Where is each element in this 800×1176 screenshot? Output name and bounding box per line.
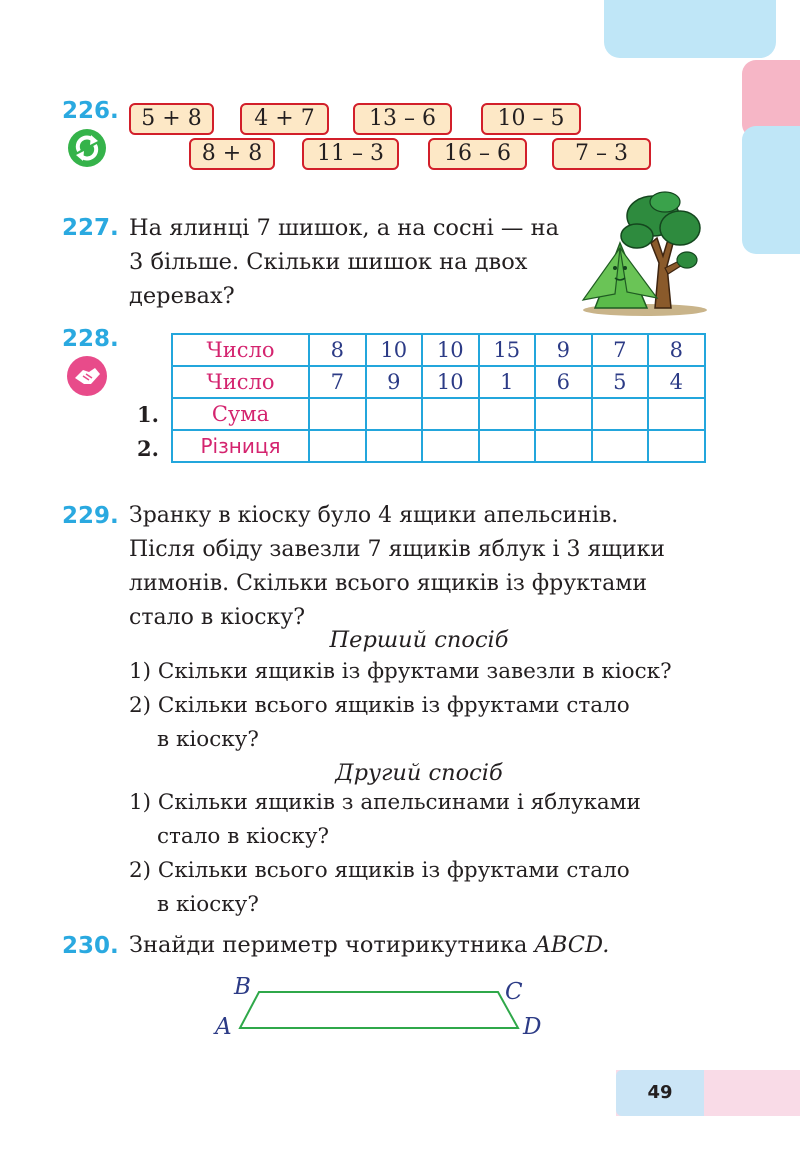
expression-box: 7 – 3 <box>552 138 651 170</box>
exercise-text-230 <box>129 928 709 962</box>
row-header: Число <box>172 334 309 366</box>
question-line: 1) Скільки ящиків з апельсинами і яблуками <box>129 790 641 815</box>
quadrilateral-shape <box>236 988 526 1033</box>
table-cell: 10 <box>366 334 423 366</box>
question-line: 1) Скільки ящиків із фруктами завезли в кіоск? <box>129 659 672 684</box>
method-1-title: Перший спосіб <box>329 627 509 653</box>
question-line: в кіоску? <box>157 892 259 917</box>
text-line: деревах? <box>129 283 235 309</box>
point-label-b: B <box>234 974 251 1000</box>
table-cell <box>592 430 649 462</box>
table-cell: 7 <box>592 334 649 366</box>
table-cell <box>422 430 479 462</box>
row-header: Сума <box>172 398 309 430</box>
method-2-questions <box>129 786 709 922</box>
method-2-title: Другий спосіб <box>335 760 503 786</box>
expression-box: 4 + 7 <box>240 103 329 135</box>
table-cell: 15 <box>479 334 536 366</box>
table-cell <box>309 398 366 430</box>
handshake-icon <box>67 356 107 396</box>
table-cell <box>309 430 366 462</box>
exercise-number-228: 228. <box>62 326 119 352</box>
table-row <box>172 334 705 366</box>
page-number: 49 <box>616 1070 704 1116</box>
table-cell <box>479 398 536 430</box>
table-row <box>172 398 705 430</box>
number-table <box>171 333 706 463</box>
question-line: 2) Скільки всього ящиків із фруктами стало <box>129 693 630 718</box>
point-label-a: A <box>215 1014 232 1040</box>
row-header: Число <box>172 366 309 398</box>
table-cell: 10 <box>422 334 479 366</box>
row-label-2: 2. <box>137 436 159 461</box>
table-cell <box>366 398 423 430</box>
text-line: Зранку в кіоску було 4 ящики апельсинів. <box>129 503 619 528</box>
exercise-number-226: 226. <box>62 98 119 124</box>
table-cell: 5 <box>592 366 649 398</box>
exercise-text-227 <box>129 211 569 313</box>
table-cell <box>535 430 592 462</box>
exercise-number-230: 230. <box>62 933 119 959</box>
question-line: в кіоску? <box>157 727 259 752</box>
table-cell <box>479 430 536 462</box>
table-cell: 8 <box>309 334 366 366</box>
text-line: 3 більше. Скільки шишок на двох <box>129 249 528 275</box>
table-cell: 1 <box>479 366 536 398</box>
table-cell <box>592 398 649 430</box>
table-cell: 6 <box>535 366 592 398</box>
trees-illustration <box>575 188 710 318</box>
expression-box: 11 – 3 <box>302 138 399 170</box>
expression-box: 5 + 8 <box>129 103 214 135</box>
expression-box: 10 – 5 <box>481 103 581 135</box>
text-line: стало в кіоску? <box>129 605 306 630</box>
point-label-d: D <box>523 1014 542 1040</box>
text-line: На ялинці 7 шишок, а на сосні — на <box>129 215 559 241</box>
exercise-number-227: 227. <box>62 215 119 241</box>
side-tab-blue <box>742 126 800 254</box>
table-cell <box>422 398 479 430</box>
table-row <box>172 366 705 398</box>
table-row <box>172 430 705 462</box>
table-cell <box>648 430 705 462</box>
exercise-number-229: 229. <box>62 503 119 529</box>
table-cell <box>535 398 592 430</box>
table-cell: 9 <box>535 334 592 366</box>
table-cell: 7 <box>309 366 366 398</box>
exercise-text-229 <box>129 499 709 635</box>
table-cell <box>366 430 423 462</box>
row-label-1: 1. <box>137 402 159 427</box>
point-label-c: C <box>505 979 523 1005</box>
recycle-icon <box>68 129 106 167</box>
expression-box: 8 + 8 <box>189 138 275 170</box>
question-line: стало в кіоску? <box>157 824 330 849</box>
table-cell: 10 <box>422 366 479 398</box>
text-line: Після обіду завезли 7 ящиків яблук і 3 ящики <box>129 537 665 562</box>
row-header: Різниця <box>172 430 309 462</box>
corner-tab-blue <box>604 0 776 58</box>
table-cell: 8 <box>648 334 705 366</box>
table-cell: 9 <box>366 366 423 398</box>
method-1-questions <box>129 655 709 757</box>
question-line: 2) Скільки всього ящиків із фруктами стало <box>129 858 630 883</box>
expression-box: 13 – 6 <box>353 103 452 135</box>
expression-box: 16 – 6 <box>428 138 527 170</box>
text-line: лимонів. Скільки всього ящиків із фруктами <box>129 571 647 596</box>
table-cell <box>648 398 705 430</box>
table-cell: 4 <box>648 366 705 398</box>
shape-name: ABCD. <box>534 932 610 958</box>
text-line: Знайди периметр чотирикутника <box>129 932 535 958</box>
